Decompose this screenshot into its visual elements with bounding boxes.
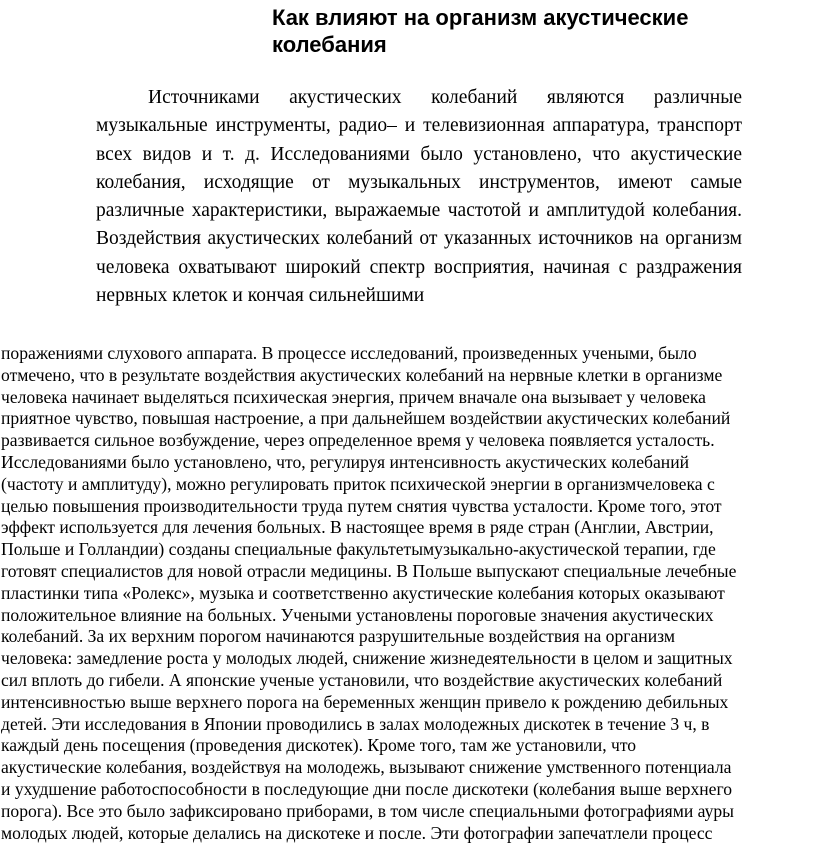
body-line: приятное чувство, повышая настроение, а при дальнейшем воздействии акустических колебаний xyxy=(1,408,731,429)
body-paragraph xyxy=(1,343,812,844)
lead-paragraph: Источниками акустических колебаний являются различные музыкальные инструменты, радио– и телевизионная аппаратура, транспорт всех видов и т. д. Исследованиями было установлено, что акустические колебания, исходящие от музыкальных инструментов, имеют самые различные характеристики, выражаемые частотой и амплитудой колебания. Воздействия акустических колебаний от указанных источников на организм человека охватывают широкий спектр восприятия, начиная с раздражения нервных клеток и кончая сильнейшими xyxy=(96,87,742,307)
body-line: каждый день посещения (проведения дискотек). Кроме того, там же установили, что xyxy=(1,735,637,756)
body-line: отмечено, что в результате воздействия акустических колебаний на нервные клетки в организме xyxy=(1,364,723,385)
body-line: человека: замедление роста у молодых людей, снижение жизнедеятельности в целом и защитных xyxy=(1,648,733,669)
body-line: целью повышения производительности труда путем снятия чувства усталости. Кроме того, этот xyxy=(1,495,722,516)
body-line: Исследованиями было установлено, что, регулируя интенсивность акустических колебаний xyxy=(1,451,690,472)
body-line: детей. Эти исследования в Японии проводились в залах молодежных дискотек в течение 3 ч, в xyxy=(1,713,710,734)
document-title: Как влияют на организм акустические колебания xyxy=(272,5,689,57)
body-line: положительное влияние на больных. Учеными установлены пороговые значения акустических xyxy=(1,604,714,625)
body-line: интенсивностью выше верхнего порога на беременных женщин привело к рождению дебильных xyxy=(1,691,729,712)
body-line: колебаний. За их верхним порогом начинаются разрушительные воздействия на организм xyxy=(1,626,675,647)
body-line: эффект используется для лечения больных. В настоящее время в ряде стран (Англии, Австрии, xyxy=(1,517,714,538)
body-line: порога). Все это было зафиксировано приборами, в том числе специальными фотографиями ауры xyxy=(1,800,734,821)
body-line: сил вплоть до гибели. А японские ученые установили, что воздействие акустических колебаний xyxy=(1,669,723,690)
body-line: акустические колебания, воздействуя на молодежь, вызывают снижение умственного потенциала xyxy=(1,757,732,778)
body-line: развивается сильное возбуждение, через определенное время у человека появляется усталость. xyxy=(1,430,715,451)
body-line: (частоту и амплитуду), можно регулировать приток психической энергии в организмчеловека с xyxy=(1,473,715,494)
body-line: пластинки типа «Ролекс», музыка и соответственно акустические колебания которых оказывают xyxy=(1,582,725,603)
body-line: поражениями слухового аппарата. В процессе исследований, произведенных учеными, было xyxy=(1,343,697,363)
body-line: Польше и Голландии) созданы специальные факультетымузыкально-акустической терапии, где xyxy=(1,539,716,560)
body-line: и ухудшение работоспособности в последующие дни после дискотеки (колебания выше верхнего xyxy=(1,778,733,799)
body-line: готовят специалистов для новой отрасли медицины. В Польше выпускают специальные лечебные xyxy=(1,560,737,581)
body-line: молодых людей, которые делались на дискотеке и после. Эти фотографии запечатлели процесс xyxy=(1,822,713,843)
body-line: человека начинает выделяться психическая энергия, причем вначале она вызывает у человека xyxy=(1,386,706,407)
